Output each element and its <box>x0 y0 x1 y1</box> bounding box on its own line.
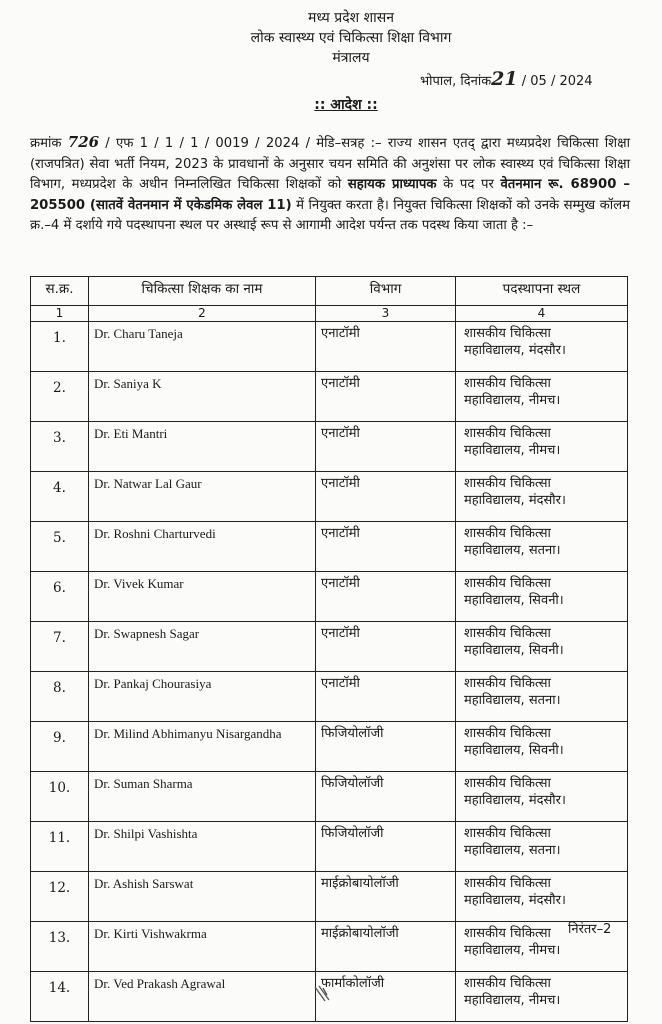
posting-place-line2: महाविद्यालय, सतना। <box>464 693 561 708</box>
department: एनाटॉमी <box>316 572 456 622</box>
table-row <box>31 372 628 422</box>
posting-place <box>456 672 628 722</box>
column-number-row: 1 2 3 4 <box>31 306 628 322</box>
table-row <box>31 422 628 472</box>
teacher-name: Dr. Swapnesh Sagar <box>89 622 316 672</box>
table-row <box>31 922 628 972</box>
posting-place <box>456 972 628 1022</box>
department: एनाटॉमी <box>316 422 456 472</box>
posting-place-line1: शासकीय चिकित्सा <box>464 326 551 341</box>
pen-mark-icon <box>312 985 332 1003</box>
continued-label: निरंतर–2 <box>568 922 612 937</box>
posting-place <box>456 572 628 622</box>
posting-place-line2: महाविद्यालय, सतना। <box>464 543 561 558</box>
pay-scale: वेतनमान रू. 68900 – 205500 (सातवें वेतनमान में एकेडमिक लेवल 11) <box>30 177 630 213</box>
header-serial: स.क्र. <box>31 277 89 306</box>
order-title: :: आदेश :: <box>314 97 378 113</box>
date-day-handwritten: 21 <box>491 68 518 90</box>
posting-place-line2: महाविद्यालय, मंदसौर। <box>464 493 566 508</box>
posting-place-line1: शासकीय चिकित्सा <box>464 976 551 991</box>
posting-place-line2: महाविद्यालय, नीमच। <box>464 443 561 458</box>
table-row <box>31 872 628 922</box>
posting-place <box>456 622 628 672</box>
posting-place-line2: महाविद्यालय, मंदसौर। <box>464 343 566 358</box>
posting-place <box>456 772 628 822</box>
posting-place-line1: शासकीय चिकित्सा <box>464 676 551 691</box>
teacher-name: Dr. Ashish Sarswat <box>89 872 316 922</box>
header-department: विभाग <box>316 277 456 306</box>
teacher-name: Dr. Suman Sharma <box>89 772 316 822</box>
department: एनाटॉमी <box>316 672 456 722</box>
posting-place-line1: शासकीय चिकित्सा <box>464 776 551 791</box>
department: फिजियोलॉजी <box>316 822 456 872</box>
posting-place-line2: महाविद्यालय, नीमच। <box>464 393 561 408</box>
teacher-name: Dr. Vivek Kumar <box>89 572 316 622</box>
serial-number: 2. <box>31 372 89 422</box>
teacher-name: Dr. Saniya K <box>89 372 316 422</box>
teacher-name: Dr. Pankaj Chourasiya <box>89 672 316 722</box>
posting-place <box>456 322 628 372</box>
serial-number: 3. <box>31 422 89 472</box>
posting-place-line1: शासकीय चिकित्सा <box>464 526 551 541</box>
serial-number: 14. <box>31 972 89 1022</box>
table-row <box>31 822 628 872</box>
appointment-table <box>30 276 628 1022</box>
table-row <box>31 622 628 672</box>
serial-number: 10. <box>31 772 89 822</box>
posting-place-line1: शासकीय चिकित्सा <box>464 876 551 891</box>
posting-place-line2: महाविद्यालय, सतना। <box>464 843 561 858</box>
posting-place-line2: महाविद्यालय, सिवनी। <box>464 643 564 658</box>
table-row <box>31 772 628 822</box>
table-row <box>31 472 628 522</box>
posting-place-line2: महाविद्यालय, मंदसौर। <box>464 793 566 808</box>
posting-place <box>456 822 628 872</box>
serial-number: 5. <box>31 522 89 572</box>
serial-number: 9. <box>31 722 89 772</box>
posting-place-line1: शासकीय चिकित्सा <box>464 826 551 841</box>
post-name: सहायक प्राध्यापक <box>347 177 437 192</box>
teacher-name: Dr. Shilpi Vashishta <box>89 822 316 872</box>
teacher-name: Dr. Ved Prakash Agrawal <box>89 972 316 1022</box>
posting-place-line2: महाविद्यालय, मंदसौर। <box>464 893 566 908</box>
header-ministry: मंत्रालय <box>332 50 370 66</box>
teacher-name: Dr. Charu Taneja <box>89 322 316 372</box>
table-row <box>31 672 628 722</box>
serial-number: 1. <box>31 322 89 372</box>
department: एनाटॉमी <box>316 472 456 522</box>
posting-place-line2: महाविद्यालय, सिवनी। <box>464 743 564 758</box>
posting-place <box>456 472 628 522</box>
department: एनाटॉमी <box>316 322 456 372</box>
department: माईक्रोबायोलॉजी <box>316 922 456 972</box>
header-name: चिकित्सा शिक्षक का नाम <box>89 277 316 306</box>
posting-place-line1: शासकीय चिकित्सा <box>464 926 551 941</box>
document-header <box>0 8 662 68</box>
department: फार्माकोलॉजी <box>316 972 456 1022</box>
posting-place-line2: महाविद्यालय, नीमच। <box>464 993 561 1008</box>
header-department: लोक स्वास्थ्य एवं चिकित्सा शिक्षा विभाग <box>250 30 452 46</box>
posting-place <box>456 722 628 772</box>
table-row <box>31 722 628 772</box>
department: एनाटॉमी <box>316 622 456 672</box>
posting-place-line1: शासकीय चिकित्सा <box>464 726 551 741</box>
posting-place-line2: महाविद्यालय, सिवनी। <box>464 593 564 608</box>
serial-number: 13. <box>31 922 89 972</box>
order-paragraph: क्रमांक 726 / एफ 1 / 1 / 1 / 0019 / 2024 / मेडि–सत्रह :– राज्य शासन एतद् द्वारा मध्यप्रदेश चिकित्सा शिक्षा (राजपत्रित) सेवा भर्ती नियम, 2023 के प्रावधानों के अनुसार चयन समिति की अनुशंसा पर लोक स्वास्थ्य एवं चिकित्सा शिक्षा विभाग, मध्यप्रदेश के अधीन निम्नलिखित चिकित्सा शिक्षकों को सहायक प्राध्यापक के पद पर वेतनमान रू. 68900 – 205500 (सातवें वेतनमान में एकेडमिक लेवल 11) में नियुक्त करता है। नियुक्त चिकित्सा शिक्षकों को उनके सम्मुख कॉलम क्र.–4 में दर्शाये गये पदस्थापना स्थल पर अस्थाई रूप से आगामी आदेश पर्यन्त तक पदस्थ किया जाता है :– <box>30 133 630 233</box>
posting-place-line1: शासकीय चिकित्सा <box>464 476 551 491</box>
table-row <box>31 572 628 622</box>
teacher-name: Dr. Milind Abhimanyu Nisargandha <box>89 722 316 772</box>
posting-place <box>456 422 628 472</box>
department: एनाटॉमी <box>316 522 456 572</box>
serial-number: 7. <box>31 622 89 672</box>
posting-place <box>456 872 628 922</box>
department: फिजियोलॉजी <box>316 772 456 822</box>
date-rest: / 05 / 2024 <box>521 74 593 89</box>
posting-place-line1: शासकीय चिकित्सा <box>464 426 551 441</box>
posting-place-line1: शासकीय चिकित्सा <box>464 626 551 641</box>
posting-place-line2: महाविद्यालय, नीमच। <box>464 943 561 958</box>
serial-number: 6. <box>31 572 89 622</box>
teacher-name: Dr. Natwar Lal Gaur <box>89 472 316 522</box>
serial-number: 8. <box>31 672 89 722</box>
table-row <box>31 322 628 372</box>
order-date <box>420 68 593 90</box>
header-government: मध्य प्रदेश शासन <box>308 10 394 26</box>
posting-place <box>456 372 628 422</box>
serial-number: 11. <box>31 822 89 872</box>
teacher-name: Dr. Eti Mantri <box>89 422 316 472</box>
table-row <box>31 522 628 572</box>
table-header-row <box>31 277 628 306</box>
teacher-name: Dr. Kirti Vishwakrma <box>89 922 316 972</box>
header-posting: पदस्थापना स्थल <box>456 277 628 306</box>
teacher-name: Dr. Roshni Charturvedi <box>89 522 316 572</box>
department: फिजियोलॉजी <box>316 722 456 772</box>
posting-place <box>456 522 628 572</box>
posting-place-line1: शासकीय चिकित्सा <box>464 376 551 391</box>
date-prefix: भोपाल, दिनांक <box>420 74 492 89</box>
serial-number: 12. <box>31 872 89 922</box>
posting-place-line1: शासकीय चिकित्सा <box>464 576 551 591</box>
department: माईक्रोबायोलॉजी <box>316 872 456 922</box>
department: एनाटॉमी <box>316 372 456 422</box>
serial-number: 4. <box>31 472 89 522</box>
order-number-handwritten: 726 <box>67 133 100 151</box>
